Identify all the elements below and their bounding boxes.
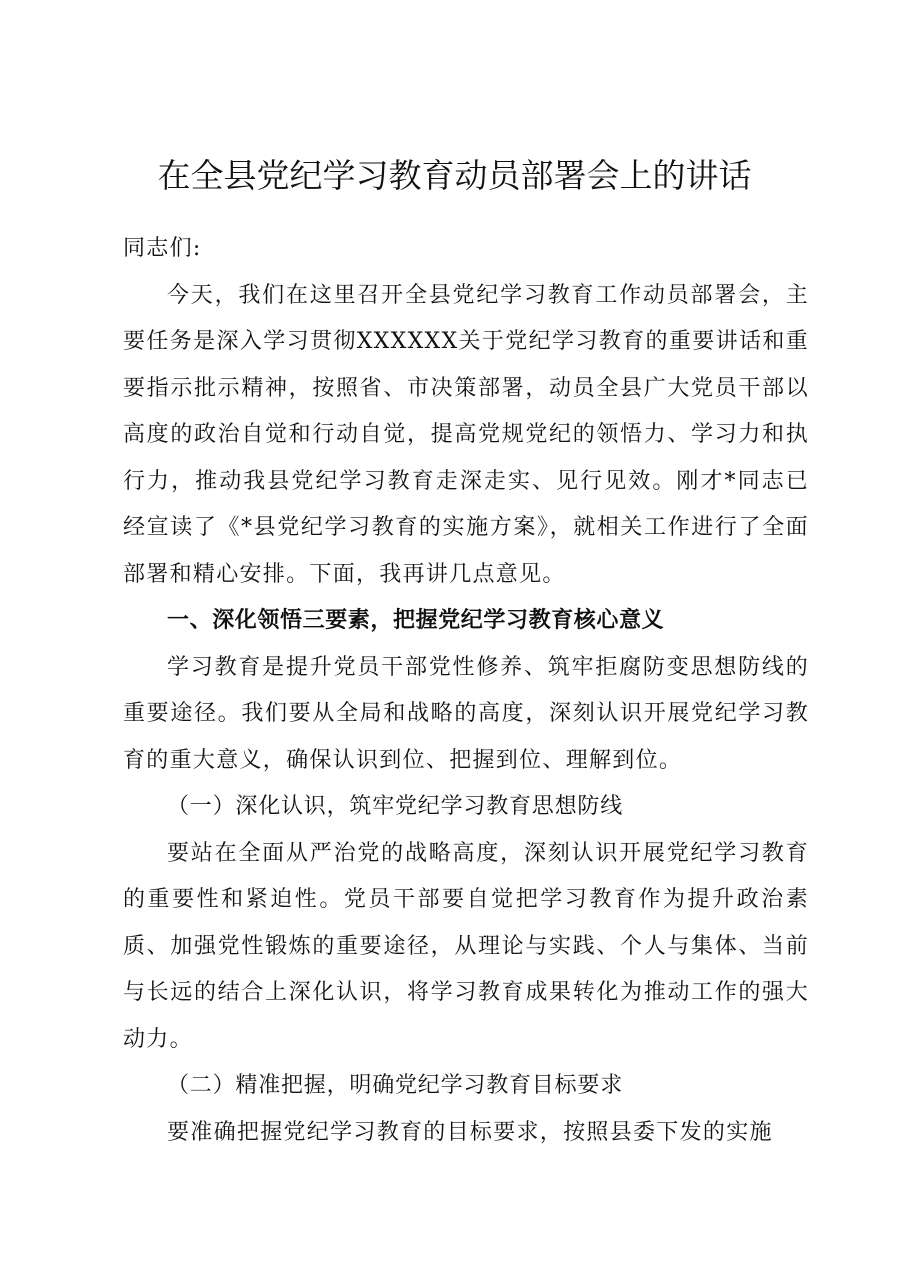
subsection-heading-2: （二）精准把握，明确党纪学习教育目标要求 [167, 1073, 624, 1098]
paragraph-subsection-1: 要站在全面从严治党的战略高度，深刻认识开展党纪学习教育的重要性和紧迫性。党员干部要自觉把学习教育作为提升政治素质、加强党性锻炼的重要途径，从理论与实践、个人与集体、当前与长远的结合上深化认识，将学习教育成果转化为推动工作的强大动力。 [123, 840, 809, 1052]
paragraph-subsection-2: 要准确把握党纪学习教育的目标要求，按照县委下发的实施 [167, 1119, 773, 1145]
paragraph-section-1: 学习教育是提升党员干部党性修养、筑牢拒腐防变思想防线的重要途径。我们要从全局和战略的高度，深刻认识开展党纪学习教育的重大意义，确保认识到位、把握到位、理解到位。 [123, 654, 809, 773]
salutation: 同志们: [123, 236, 202, 261]
paragraph-intro: 今天，我们在这里召开全县党纪学习教育工作动员部署会，主要任务是深入学习贯彻XXXXXX关于党纪学习教育的重要讲话和重要指示批示精神，按照省、市决策部署，动员全县广大党员干部以高度的政治自觉和行动自觉，提高党规党纪的领悟力、学习力和执行力，推动我县党纪学习教育走深走实、见行见效。刚才*同志已经宣读了《*县党纪学习教育的实施方案》，就相关工作进行了全面部署和精心安排。下面，我再讲几点意见。 [123, 282, 809, 587]
document-body [123, 226, 809, 1156]
subsection-heading-1: （一）深化认识，筑牢党纪学习教育思想防线 [167, 794, 624, 819]
section-heading-1: 一、深化领悟三要素，把握党纪学习教育核心意义 [167, 608, 665, 633]
document-title: 在全县党纪学习教育动员部署会上的讲话 [157, 156, 752, 195]
